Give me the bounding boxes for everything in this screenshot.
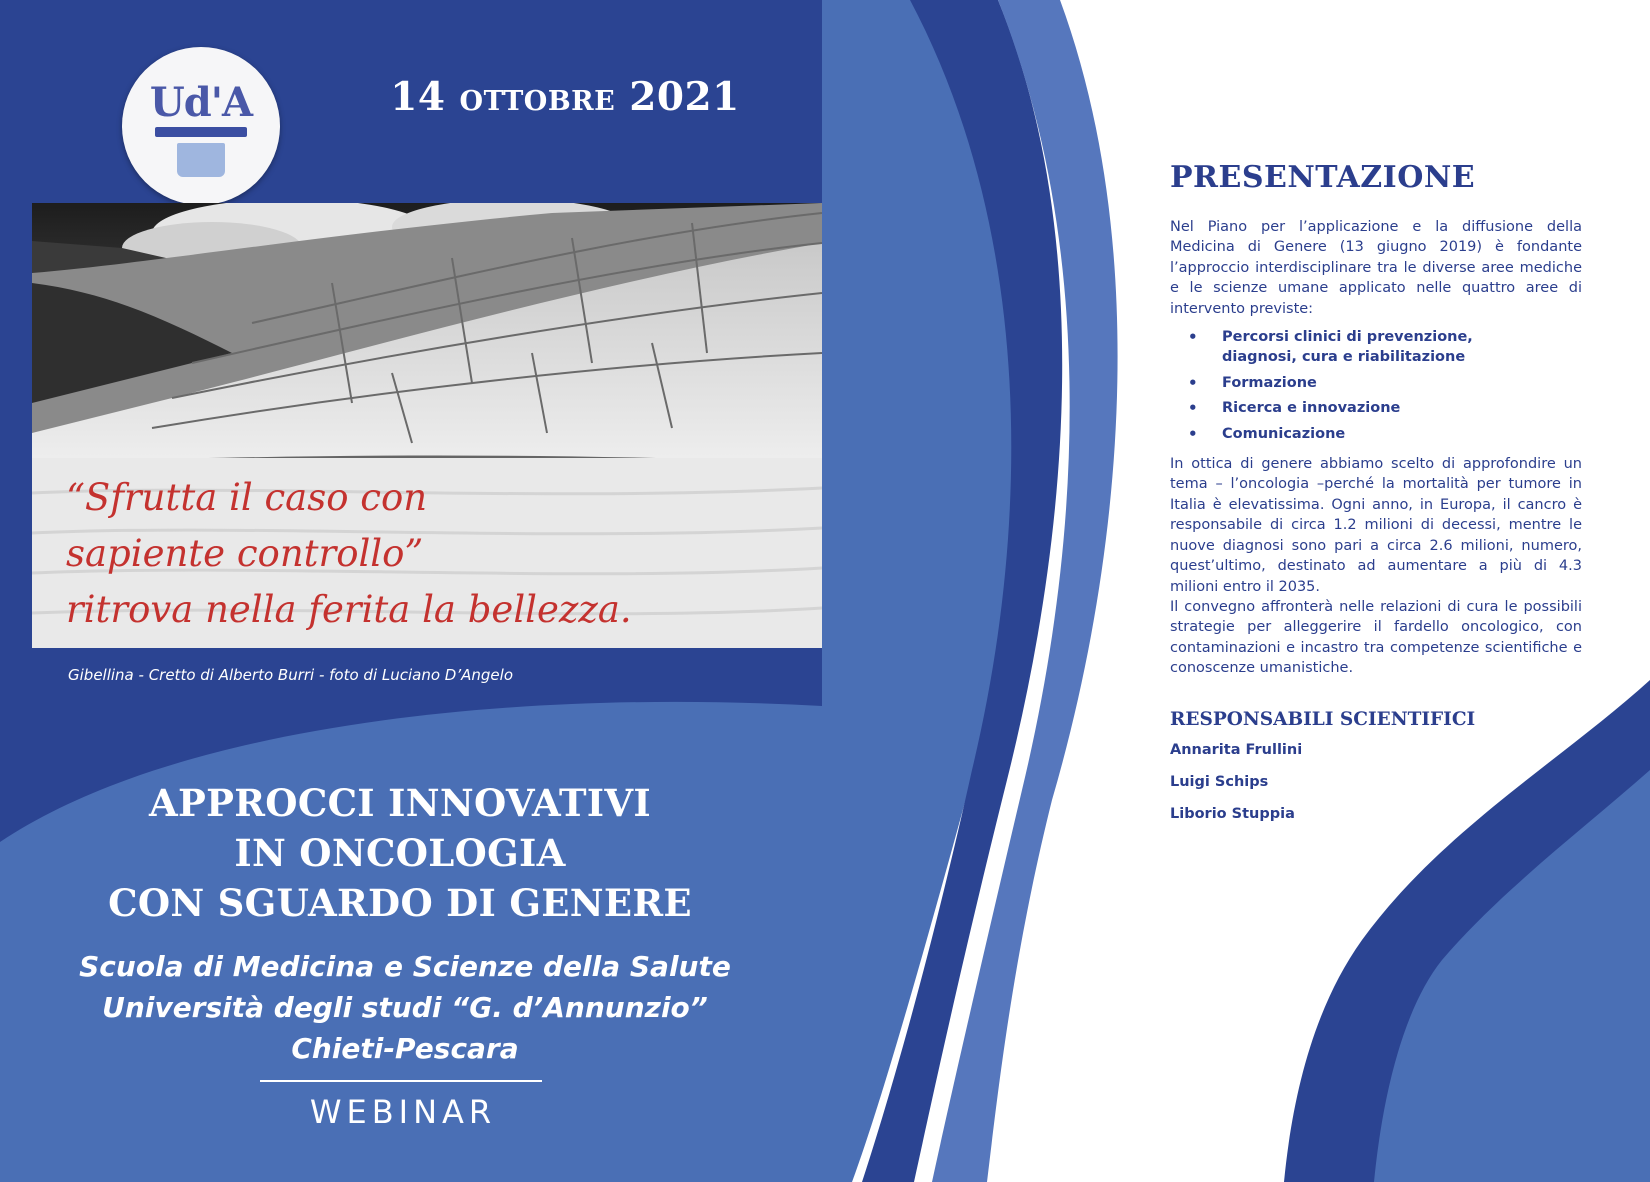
intervention-areas-list bbox=[1170, 327, 1582, 444]
logo-motto-band bbox=[155, 127, 247, 137]
list-item bbox=[1170, 398, 1582, 418]
photo-caption: Gibellina - Cretto di Alberto Burri - foto di Luciano D’Angelo bbox=[68, 666, 513, 684]
subtitle-line-3: Chieti-Pescara bbox=[291, 1032, 519, 1065]
presentation-body-paragraph: In ottica di genere abbiamo scelto di approfondire un tema – l’oncologia –perché la mortalità per tumore in Italia è elevatissima. Ogni anno, in Europa, il cancro è responsabile di circa 1.2 milioni di decessi, mentre le nuove diagnosi sono pari a circa 2.6 milioni, numero, quest’ultimo, destinato ad aumentare a più di 4.3 milioni entro il 2035. bbox=[1170, 456, 1582, 595]
title-line-2: IN ONCOLOGIA bbox=[234, 831, 566, 875]
logo-text: Ud'A bbox=[149, 79, 253, 126]
bullet-icon: • bbox=[1188, 373, 1198, 392]
title-line-1: APPROCCI INNOVATIVI bbox=[148, 781, 652, 825]
presentation-intro: Nel Piano per l’applicazione e la diffusione della Medicina di Genere (13 giugno 2019) è fondante l’approccio interdisciplinare tra le diverse aree mediche e le scienze umane applicato nelle quattro aree di intervento previste: bbox=[1170, 219, 1582, 317]
bullet-icon: • bbox=[1188, 399, 1198, 418]
quote-line-2: sapiente controllo” bbox=[66, 532, 424, 575]
list-item-label: Percorsi clinici di prevenzione, bbox=[1222, 329, 1473, 346]
list-item bbox=[1170, 373, 1582, 393]
event-title bbox=[0, 778, 800, 928]
divider-line bbox=[260, 1080, 542, 1082]
bullet-icon: • bbox=[1188, 424, 1198, 443]
university-logo bbox=[122, 47, 280, 205]
presentation-heading: PRESENTAZIONE bbox=[1170, 160, 1476, 195]
subtitle-line-2: Università degli studi “G. d’Annunzio” bbox=[102, 991, 708, 1024]
organizer-subtitle bbox=[0, 946, 810, 1069]
event-date: 14 ottobre 2021 bbox=[390, 74, 740, 120]
logo-pedestal bbox=[177, 143, 225, 177]
quote-line-3: ritrova nella ferita la bellezza. bbox=[66, 588, 632, 631]
quote-text bbox=[66, 470, 786, 638]
presentation-section bbox=[1170, 160, 1582, 836]
bullet-icon: • bbox=[1188, 328, 1198, 347]
quote-line-1: “Sfrutta il caso con bbox=[66, 476, 428, 519]
subtitle-line-1: Scuola di Medicina e Scienze della Salute bbox=[79, 950, 731, 983]
list-item-label: Ricerca e innovazione bbox=[1222, 400, 1401, 417]
presentation-body-paragraph-2: Il convegno affronterà nelle relazioni di cura le possibili strategie per alleggerire il fardello oncologico, con contaminazioni e incastro tra competenze scientifiche e conoscenze umanistiche. bbox=[1170, 598, 1582, 677]
list-item-label: Formazione bbox=[1222, 374, 1317, 391]
scientific-leads-heading: RESPONSABILI SCIENTIFICI bbox=[1170, 708, 1476, 730]
scientific-lead-name: Liborio Stuppia bbox=[1170, 805, 1295, 822]
title-line-3: CON SGUARDO DI GENERE bbox=[108, 881, 692, 925]
event-format-label: WEBINAR bbox=[309, 1093, 497, 1131]
scientific-lead-name: Annarita Frullini bbox=[1170, 741, 1303, 758]
list-item bbox=[1170, 424, 1582, 444]
list-item bbox=[1170, 327, 1582, 368]
cover-panel bbox=[0, 0, 822, 1182]
list-item-label: Comunicazione bbox=[1222, 425, 1346, 442]
list-item-label-continued: diagnosi, cura e riabilitazione bbox=[1222, 349, 1466, 366]
scientific-lead-name: Luigi Schips bbox=[1170, 773, 1269, 790]
